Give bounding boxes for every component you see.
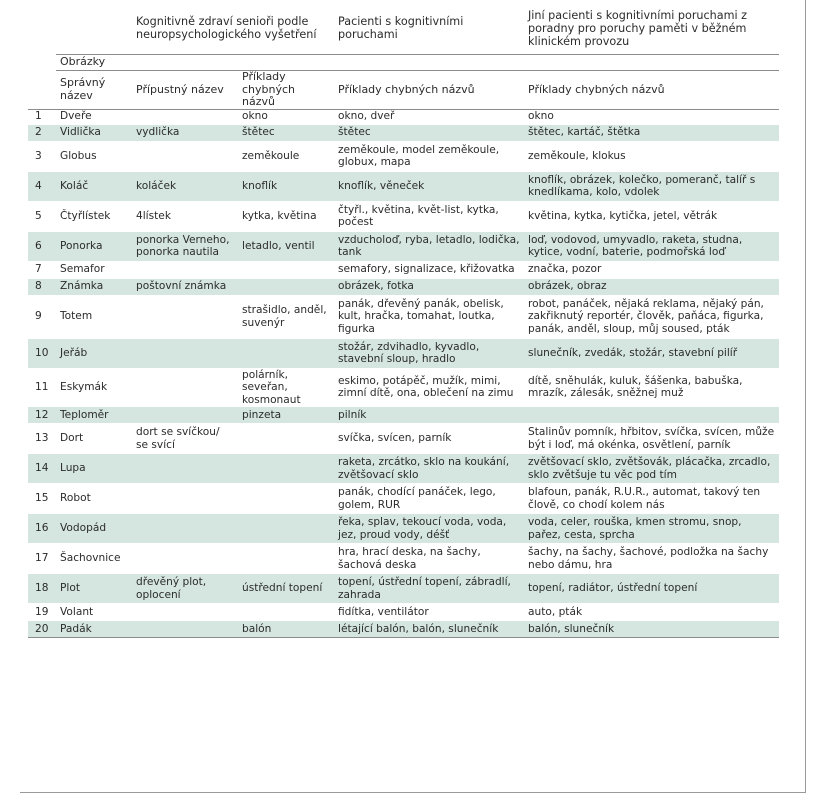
- wrong-names-healthy: [238, 338, 334, 368]
- table-row: [28, 454, 779, 484]
- row-number: 20: [28, 621, 56, 638]
- correct-name: Ponorka: [56, 231, 132, 261]
- table-row: [28, 514, 779, 544]
- table-row: [28, 484, 779, 514]
- row-number: 12: [28, 407, 56, 424]
- wrong-names-other: štětec, kartáč, štětka: [524, 124, 779, 141]
- column-header-wrong-patients: Příklady chybných názvů: [334, 71, 524, 110]
- table-row: [28, 278, 779, 295]
- wrong-names-healthy: štětec: [238, 124, 334, 141]
- table-row: [28, 604, 779, 621]
- correct-name: Jeřáb: [56, 338, 132, 368]
- acceptable-name: [132, 295, 238, 338]
- correct-name: Globus: [56, 141, 132, 171]
- acceptable-name: 4lístek: [132, 201, 238, 231]
- wrong-names-healthy: polárník, seveřan, kosmonaut: [238, 368, 334, 407]
- row-number: 9: [28, 295, 56, 338]
- row-number: 17: [28, 544, 56, 574]
- wrong-names-patients: raketa, zrcátko, sklo na koukání, zvětšovací sklo: [334, 454, 524, 484]
- acceptable-name: koláček: [132, 171, 238, 201]
- correct-name: Volant: [56, 604, 132, 621]
- correct-name: Šachovnice: [56, 544, 132, 574]
- group-header-empty: [28, 0, 56, 55]
- row-number: 13: [28, 424, 56, 454]
- row-number: 19: [28, 604, 56, 621]
- table-row: [28, 201, 779, 231]
- table-row: [28, 141, 779, 171]
- wrong-names-other: šachy, na šachy, šachové, podložka na šachy nebo dámu, hra: [524, 544, 779, 574]
- acceptable-name: [132, 368, 238, 407]
- wrong-names-other: balón, slunečník: [524, 621, 779, 638]
- group-header-row: [28, 0, 779, 55]
- wrong-names-healthy: [238, 544, 334, 574]
- wrong-names-healthy: okno: [238, 109, 334, 124]
- correct-name: Vidlička: [56, 124, 132, 141]
- wrong-names-patients: vzducholoď, ryba, letadlo, lodička, tank: [334, 231, 524, 261]
- wrong-names-healthy: kytka, květina: [238, 201, 334, 231]
- wrong-names-patients: fidítka, ventilátor: [334, 604, 524, 621]
- row-number: 5: [28, 201, 56, 231]
- wrong-names-healthy: [238, 604, 334, 621]
- wrong-names-healthy: [238, 424, 334, 454]
- wrong-names-other: značka, pozor: [524, 261, 779, 278]
- column-header-correct: Správný název: [56, 71, 132, 110]
- wrong-names-healthy: strašidlo, anděl, suvenýr: [238, 295, 334, 338]
- table-row: [28, 407, 779, 424]
- acceptable-name: [132, 109, 238, 124]
- correct-name: Eskymák: [56, 368, 132, 407]
- wrong-names-other: slunečník, zvedák, stožár, stavební pilíř: [524, 338, 779, 368]
- acceptable-name: [132, 338, 238, 368]
- correct-name: Koláč: [56, 171, 132, 201]
- wrong-names-patients: topení, ústřední topení, zábradlí, zahrada: [334, 574, 524, 604]
- row-number: 14: [28, 454, 56, 484]
- correct-name: Plot: [56, 574, 132, 604]
- correct-name: Čtyřlístek: [56, 201, 132, 231]
- table-row: [28, 621, 779, 638]
- table-row: [28, 368, 779, 407]
- table-row: [28, 171, 779, 201]
- wrong-names-healthy: [238, 261, 334, 278]
- column-header-wrong-other: Příklady chybných názvů: [524, 71, 779, 110]
- pictures-header-row: [28, 55, 779, 71]
- wrong-names-healthy: [238, 484, 334, 514]
- row-number: 3: [28, 141, 56, 171]
- acceptable-name: vydlička: [132, 124, 238, 141]
- table-row: [28, 295, 779, 338]
- wrong-names-other: Stalinův pomník, hřbitov, svíčka, svícen, může být i loď, má okénka, osvětlení, parník: [524, 424, 779, 454]
- wrong-names-patients: panák, dřevěný panák, obelisk, kult, hračka, tomahat, loutka, figurka: [334, 295, 524, 338]
- acceptable-name: [132, 261, 238, 278]
- wrong-names-other: [524, 407, 779, 424]
- wrong-names-patients: eskimo, potápěč, mužík, mimi, zimní dítě, ona, oblečení na zimu: [334, 368, 524, 407]
- acceptable-name: poštovní známka: [132, 278, 238, 295]
- acceptable-name: [132, 514, 238, 544]
- correct-name: Lupa: [56, 454, 132, 484]
- wrong-names-other: blafoun, panák, R.U.R., automat, takový ten člově, co chodí kolem nás: [524, 484, 779, 514]
- pictures-header: Obrázky: [56, 55, 779, 71]
- row-number: 16: [28, 514, 56, 544]
- wrong-names-patients: knoflík, věneček: [334, 171, 524, 201]
- correct-name: Dveře: [56, 109, 132, 124]
- wrong-names-patients: panák, chodící panáček, lego, golem, RUR: [334, 484, 524, 514]
- acceptable-name: [132, 621, 238, 638]
- table-row: [28, 424, 779, 454]
- correct-name: Známka: [56, 278, 132, 295]
- wrong-names-patients: létající balón, balón, slunečník: [334, 621, 524, 638]
- wrong-names-patients: semafory, signalizace, křižovatka: [334, 261, 524, 278]
- row-number: 2: [28, 124, 56, 141]
- wrong-names-other: knoflík, obrázek, kolečko, pomeranč, talíř s knedlíkama, kolo, vdolek: [524, 171, 779, 201]
- correct-name: Totem: [56, 295, 132, 338]
- group-header-patients: Pacienti s kognitivními poruchami: [338, 15, 464, 41]
- wrong-names-patients: obrázek, fotka: [334, 278, 524, 295]
- row-number: 11: [28, 368, 56, 407]
- table-row: [28, 338, 779, 368]
- wrong-names-healthy: [238, 514, 334, 544]
- wrong-names-healthy: pinzeta: [238, 407, 334, 424]
- column-header-acceptable: Přípustný název: [132, 71, 238, 110]
- wrong-names-patients: svíčka, svícen, parník: [334, 424, 524, 454]
- acceptable-name: dort se svíčkou/ se svící: [132, 424, 238, 454]
- table-body: [28, 109, 779, 638]
- column-header-number: [28, 71, 56, 110]
- wrong-names-patients: okno, dveř: [334, 109, 524, 124]
- acceptable-name: dřevěný plot, oplocení: [132, 574, 238, 604]
- wrong-names-healthy: knoflík: [238, 171, 334, 201]
- acceptable-name: [132, 484, 238, 514]
- acceptable-name: [132, 454, 238, 484]
- naming-errors-table: [28, 0, 779, 638]
- wrong-names-other: auto, pták: [524, 604, 779, 621]
- wrong-names-patients: stožár, zdvihadlo, kyvadlo, stavební sloup, hradlo: [334, 338, 524, 368]
- wrong-names-patients: pilník: [334, 407, 524, 424]
- wrong-names-other: dítě, sněhulák, kuluk, šášenka, babuška, mrazík, zálesák, sněžnej muž: [524, 368, 779, 407]
- wrong-names-other: topení, radiátor, ústřední topení: [524, 574, 779, 604]
- table-row: [28, 544, 779, 574]
- row-number: 15: [28, 484, 56, 514]
- wrong-names-patients: hra, hrací deska, na šachy, šachová deska: [334, 544, 524, 574]
- row-number: 1: [28, 109, 56, 124]
- wrong-names-healthy: [238, 278, 334, 295]
- acceptable-name: ponorka Verneho, ponorka nautila: [132, 231, 238, 261]
- correct-name: Semafor: [56, 261, 132, 278]
- correct-name: Teploměr: [56, 407, 132, 424]
- wrong-names-other: loď, vodovod, umyvadlo, raketa, studna, kytice, vodní, baterie, podmořská loď: [524, 231, 779, 261]
- group-header-empty-2: [56, 0, 132, 55]
- wrong-names-healthy: zeměkoule: [238, 141, 334, 171]
- row-number: 8: [28, 278, 56, 295]
- acceptable-name: [132, 544, 238, 574]
- table-row: [28, 261, 779, 278]
- table-row: [28, 231, 779, 261]
- row-number: 18: [28, 574, 56, 604]
- column-header-row: [28, 71, 779, 110]
- acceptable-name: [132, 604, 238, 621]
- wrong-names-other: zeměkoule, klokus: [524, 141, 779, 171]
- wrong-names-other: květina, kytka, kytička, jetel, větrák: [524, 201, 779, 231]
- pictures-header-empty: [28, 55, 56, 71]
- wrong-names-patients: čtyřl., květina, květ-list, kytka, počest: [334, 201, 524, 231]
- wrong-names-healthy: letadlo, ventil: [238, 231, 334, 261]
- acceptable-name: [132, 141, 238, 171]
- table-row: [28, 124, 779, 141]
- row-number: 7: [28, 261, 56, 278]
- wrong-names-other: robot, panáček, nějaká reklama, nějaký pán, zakřiknutý reportér, člověk, paňáca, figurka, panák, anděl, sloup, můj soused, pták: [524, 295, 779, 338]
- correct-name: Robot: [56, 484, 132, 514]
- wrong-names-patients: štětec: [334, 124, 524, 141]
- wrong-names-healthy: balón: [238, 621, 334, 638]
- wrong-names-other: okno: [524, 109, 779, 124]
- wrong-names-other: voda, celer, rouška, kmen stromu, snop, pařez, cesta, sprcha: [524, 514, 779, 544]
- wrong-names-other: zvětšovací sklo, zvětšovák, plácačka, zrcadlo, sklo zvětšuje tu věc pod tím: [524, 454, 779, 484]
- wrong-names-healthy: [238, 454, 334, 484]
- table-row: [28, 574, 779, 604]
- correct-name: Dort: [56, 424, 132, 454]
- group-header-other-patients: Jiní pacienti s kognitivními poruchami z poradny pro poruchy paměti v běžném klinickém provozu: [528, 8, 748, 48]
- group-header-healthy: Kognitivně zdraví senioři podle neuropsychologického vyšetření: [136, 15, 317, 41]
- wrong-names-healthy: ústřední topení: [238, 574, 334, 604]
- column-header-wrong-healthy: Příklady chybných názvů: [238, 71, 334, 110]
- correct-name: Vodopád: [56, 514, 132, 544]
- wrong-names-patients: zeměkoule, model zeměkoule, globux, mapa: [334, 141, 524, 171]
- wrong-names-other: obrázek, obraz: [524, 278, 779, 295]
- row-number: 4: [28, 171, 56, 201]
- wrong-names-patients: řeka, splav, tekoucí voda, voda, jez, proud vody, déšť: [334, 514, 524, 544]
- row-number: 10: [28, 338, 56, 368]
- correct-name: Padák: [56, 621, 132, 638]
- acceptable-name: [132, 407, 238, 424]
- row-number: 6: [28, 231, 56, 261]
- table-row: [28, 109, 779, 124]
